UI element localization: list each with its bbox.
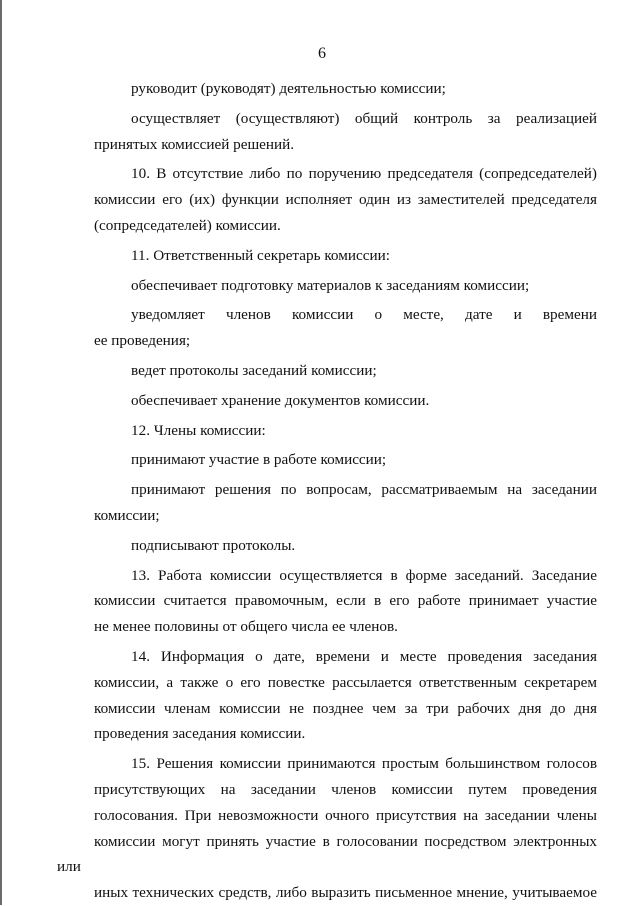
text-line: комиссии его (их) функции исполняет один из заместителей председателя: [94, 191, 597, 209]
text-line: принимают решения по вопросам, рассматриваемым на заседании: [131, 481, 597, 499]
text-line: принимают участие в работе комиссии;: [131, 451, 387, 469]
paragraph-4: [94, 243, 597, 269]
text-line: 13. Работа комиссии осуществляется в форме заседаний. Заседание: [131, 566, 597, 584]
text-line: осуществляет (осуществляют) общий контроль за реализацией: [131, 109, 597, 127]
paragraph-3: [94, 161, 597, 238]
paragraph-9: [94, 418, 597, 444]
paragraph-14: [94, 644, 597, 747]
text-line: комиссии считается правомочным, если в его работе принимает участие: [94, 592, 597, 610]
text-line: 12. Члены комиссии:: [131, 421, 266, 439]
text-line: 10. В отсутствие либо по поручению председателя (сопредседателей): [131, 165, 597, 183]
text-line: 14. Информация о дате, времени и месте проведения заседания: [131, 647, 597, 665]
paragraph-1: [94, 76, 597, 102]
paragraph-2: [94, 106, 597, 158]
page-number: 6: [318, 45, 326, 62]
text-line: иных технических средств, либо выразить письменное мнение, учитываемое: [94, 884, 597, 902]
text-line: не менее половины от общего числа ее членов.: [94, 618, 398, 636]
paragraph-10: [94, 447, 597, 473]
text-line: комиссии членам комиссии не позднее чем за три рабочих дня до дня: [94, 699, 597, 717]
text-line: подписывают протоколы.: [131, 536, 296, 554]
text-line: 11. Ответственный секретарь комиссии:: [131, 246, 390, 264]
text-line: комиссии могут принять участие в голосовании посредством электронных или: [57, 832, 597, 876]
text-line: уведомляет членов комиссии о месте, дате и времени: [131, 306, 597, 324]
text-line: обеспечивает хранение документов комиссии.: [131, 391, 430, 409]
text-line: ее проведения;: [94, 332, 191, 350]
paragraph-7: [94, 358, 597, 384]
text-line: руководит (руководят) деятельностью комиссии;: [131, 80, 446, 97]
text-line: голосования. При невозможности очного присутствия на заседании члены: [94, 806, 597, 824]
paragraph-13: [94, 563, 597, 640]
paragraph-12: [94, 533, 597, 559]
text-line: присутствующих на заседании членов комиссии путем проведения: [94, 780, 597, 798]
paragraph-11: [94, 477, 597, 529]
paragraph-5: [94, 273, 597, 299]
text-line: комиссии, а также о его повестке рассылается ответственным секретарем: [94, 673, 597, 691]
paragraph-6: [94, 302, 597, 354]
text-line: 15. Решения комиссии принимаются простым большинством голосов: [131, 755, 597, 773]
text-line: комиссии;: [94, 506, 160, 524]
text-line: ведет протоколы заседаний комиссии;: [131, 361, 377, 379]
paragraph-15: [57, 751, 597, 906]
text-line: проведения заседания комиссии.: [94, 725, 306, 743]
paragraph-8: [94, 388, 597, 414]
text-line: обеспечивает подготовку материалов к заседаниям комиссии;: [131, 276, 530, 294]
document-body: [57, 76, 597, 906]
text-line: принятых комиссией решений.: [94, 135, 295, 153]
text-line: (сопредседателей) комиссии.: [94, 216, 281, 234]
